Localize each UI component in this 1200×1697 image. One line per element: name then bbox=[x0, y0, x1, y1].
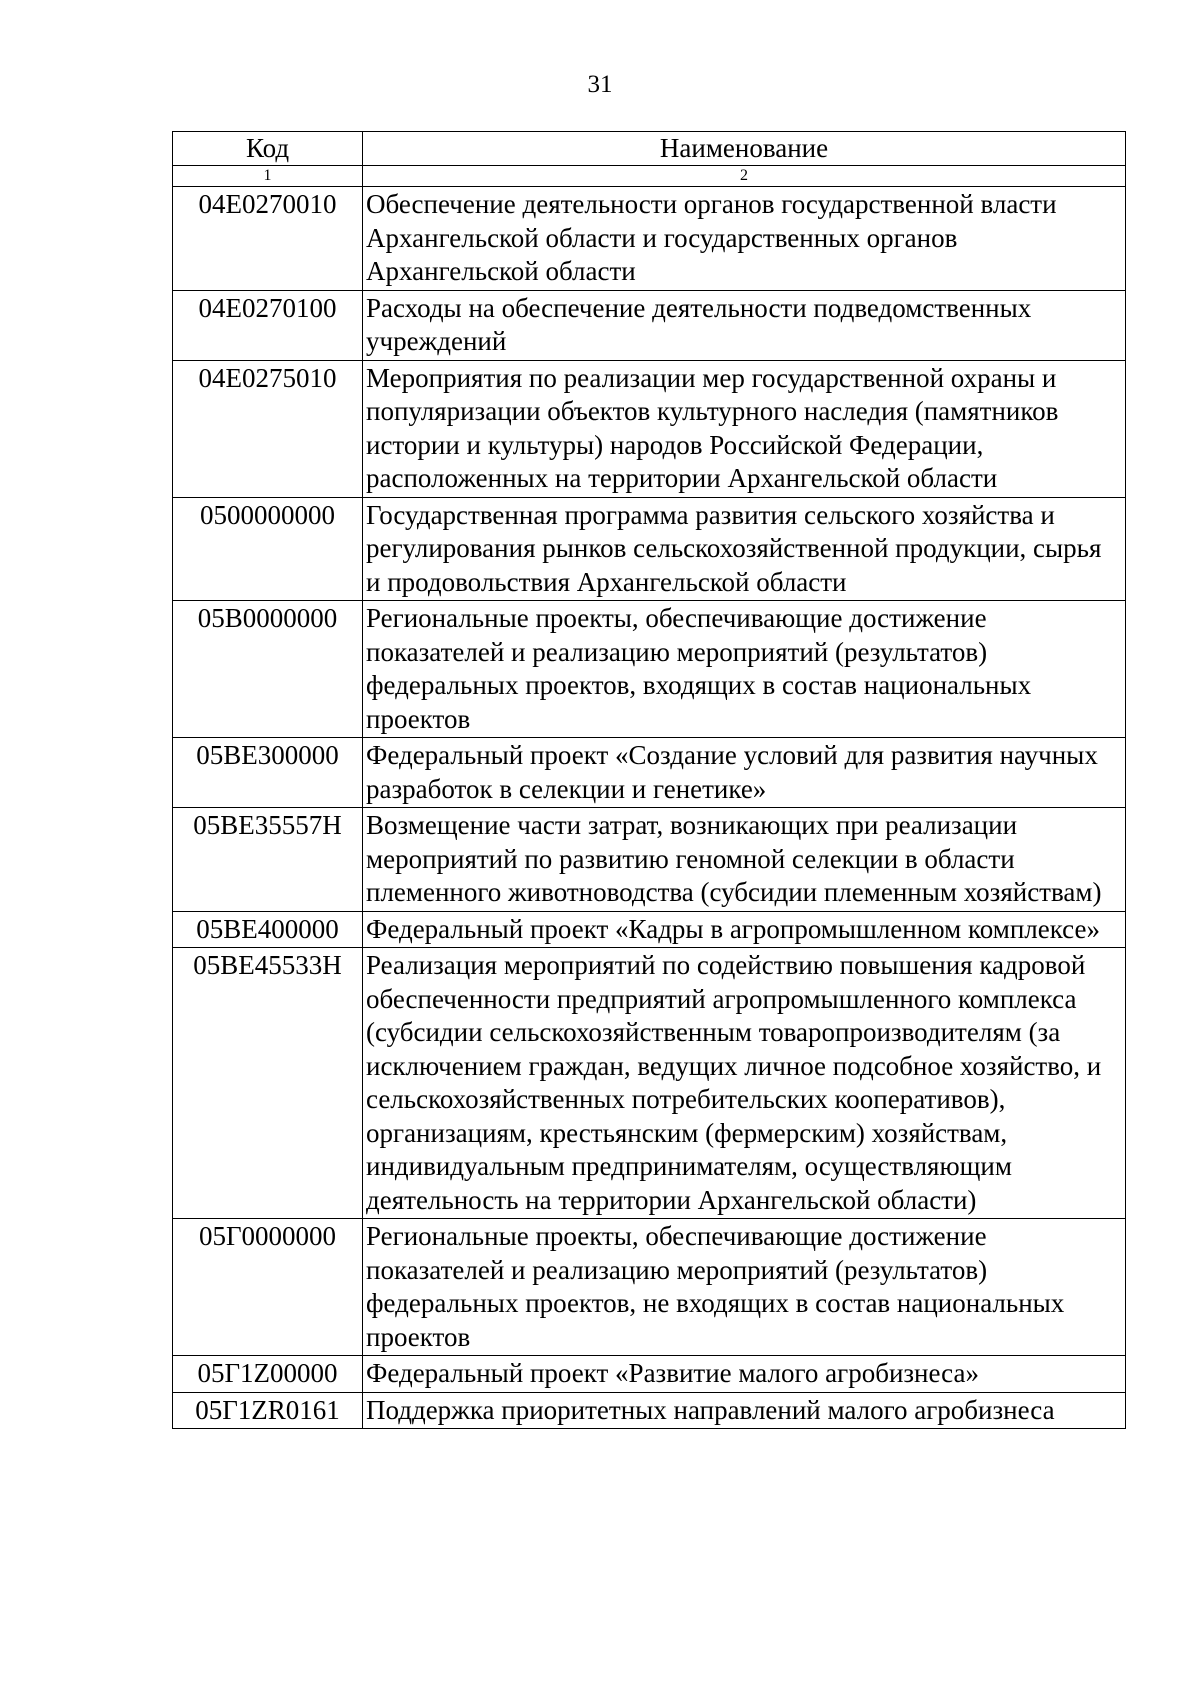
table-row bbox=[173, 738, 1126, 808]
column-number-2: 2 bbox=[363, 166, 1126, 187]
table-row bbox=[173, 911, 1126, 948]
column-number-1: 1 bbox=[173, 166, 363, 187]
row-name: Расходы на обеспечение деятельности подведомственных учреждений bbox=[363, 290, 1126, 360]
header-code: Код bbox=[173, 132, 363, 166]
table-row bbox=[173, 1392, 1126, 1429]
row-name: Федеральный проект «Развитие малого агробизнеса» bbox=[363, 1356, 1126, 1393]
table-row bbox=[173, 601, 1126, 738]
row-code: 04Е0275010 bbox=[173, 360, 363, 497]
page-number: 31 bbox=[587, 71, 613, 98]
table-row bbox=[173, 360, 1126, 497]
row-code: 05Г1Z00000 bbox=[173, 1356, 363, 1393]
row-code: 05ВЕ400000 bbox=[173, 911, 363, 948]
table-row bbox=[173, 497, 1126, 601]
table-row bbox=[173, 1356, 1126, 1393]
row-code: 05ВЕ35557Н bbox=[173, 808, 363, 912]
row-name: Региональные проекты, обеспечивающие достижение показателей и реализацию мероприятий (результатов) федеральных проектов, входящих в состав национальных проектов bbox=[363, 601, 1126, 738]
row-name: Государственная программа развития сельского хозяйства и регулирования рынков сельскохозяйственной продукции, сырья и продовольствия Архангельской области bbox=[363, 497, 1126, 601]
row-code: 05Г0000000 bbox=[173, 1219, 363, 1356]
row-code: 05Г1ZR0161 bbox=[173, 1392, 363, 1429]
row-code: 05ВЕ300000 bbox=[173, 738, 363, 808]
budget-code-table bbox=[172, 131, 1126, 1429]
row-name: Обеспечение деятельности органов государственной власти Архангельской области и государственных органов Архангельской области bbox=[363, 187, 1126, 291]
row-name: Мероприятия по реализации мер государственной охраны и популяризации объектов культурного наследия (памятников истории и культуры) народов Российской Федерации, расположенных на территории Архангельской области bbox=[363, 360, 1126, 497]
header-row bbox=[173, 132, 1126, 166]
table-row bbox=[173, 1219, 1126, 1356]
table-row bbox=[173, 187, 1126, 291]
row-code: 04Е0270010 bbox=[173, 187, 363, 291]
row-code: 05В0000000 bbox=[173, 601, 363, 738]
row-code: 04Е0270100 bbox=[173, 290, 363, 360]
header-name: Наименование bbox=[363, 132, 1126, 166]
row-code: 05ВЕ45533Н bbox=[173, 948, 363, 1219]
row-name: Реализация мероприятий по содействию повышения кадровой обеспеченности предприятий агропромышленного комплекса (субсидии сельскохозяйственным товаропроизводителям (за исключением граждан, ведущих личное подсобное хозяйство, и сельскохозяйственных потребительских кооперативов), организациям, крестьянским (фермерским) хозяйствам, индивидуальным предпринимателям, осуществляющим деятельность на территории Архангельской области) bbox=[363, 948, 1126, 1219]
table-row bbox=[173, 290, 1126, 360]
row-name: Возмещение части затрат, возникающих при реализации мероприятий по развитию геномной селекции в области племенного животноводства (субсидии племенным хозяйствам) bbox=[363, 808, 1126, 912]
column-number-row bbox=[173, 166, 1126, 187]
row-code: 0500000000 bbox=[173, 497, 363, 601]
table-row bbox=[173, 808, 1126, 912]
row-name: Федеральный проект «Кадры в агропромышленном комплексе» bbox=[363, 911, 1126, 948]
row-name: Федеральный проект «Создание условий для развития научных разработок в селекции и генетике» bbox=[363, 738, 1126, 808]
row-name: Региональные проекты, обеспечивающие достижение показателей и реализацию мероприятий (результатов) федеральных проектов, не входящих в состав национальных проектов bbox=[363, 1219, 1126, 1356]
row-name: Поддержка приоритетных направлений малого агробизнеса bbox=[363, 1392, 1126, 1429]
table-row bbox=[173, 948, 1126, 1219]
